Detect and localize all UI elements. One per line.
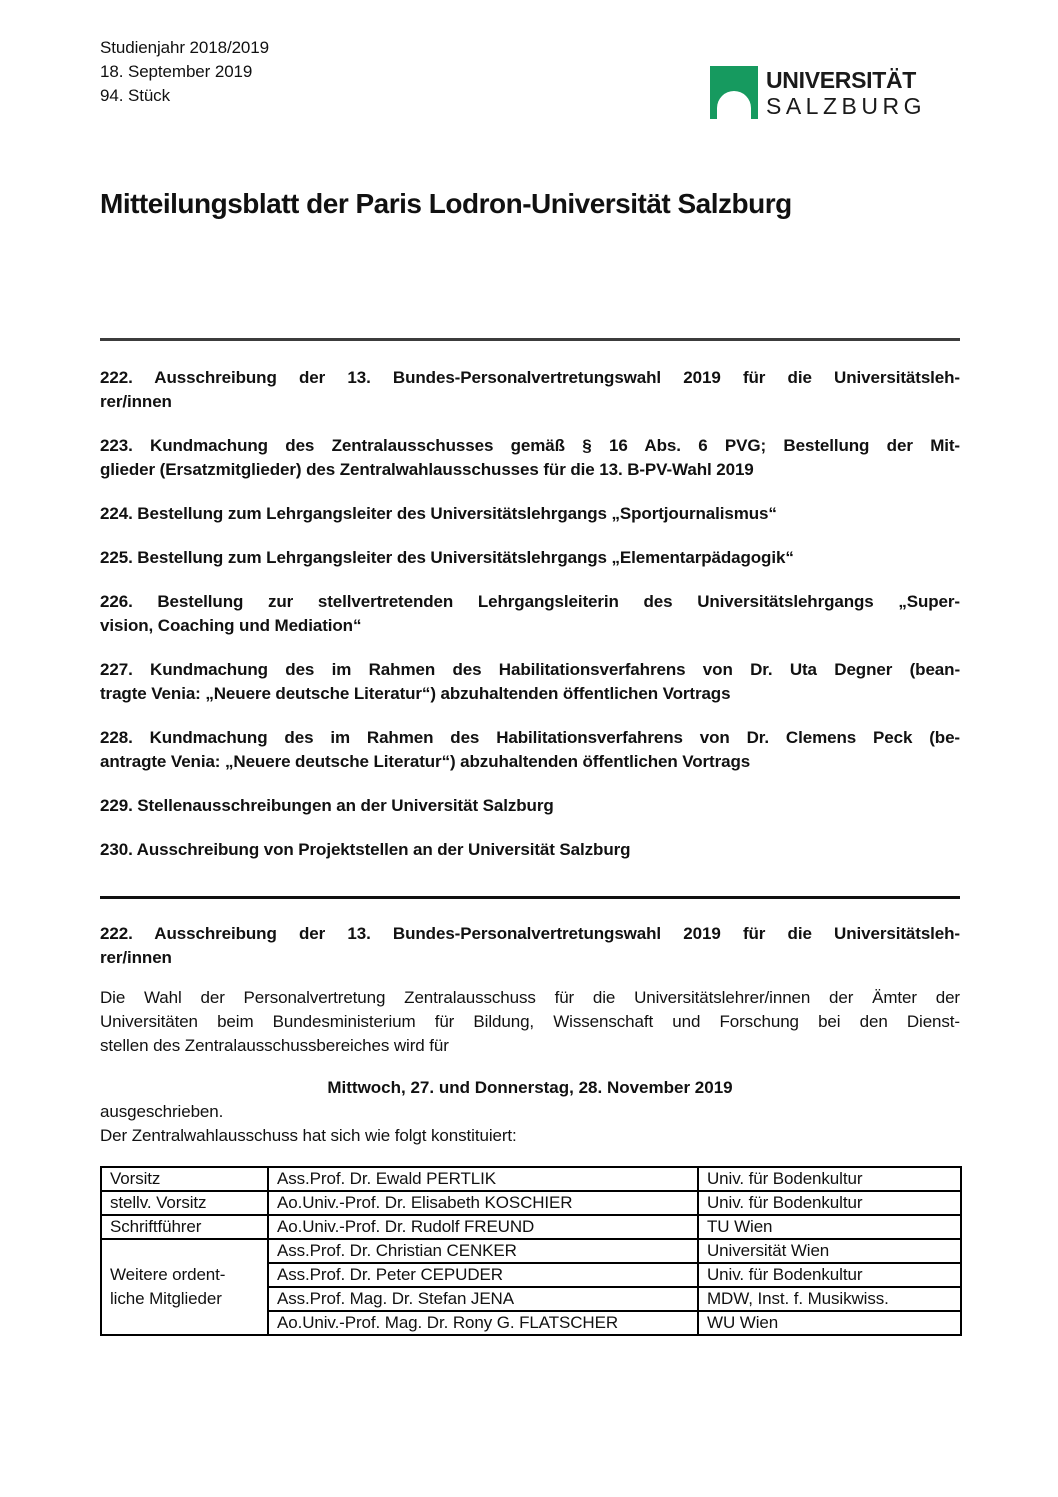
role-cell: Schriftführer bbox=[101, 1215, 268, 1239]
issue-header bbox=[100, 36, 269, 108]
table-row bbox=[101, 1191, 961, 1215]
role-line: liche Mitglieder bbox=[110, 1289, 222, 1308]
institution-cell: Univ. für Bodenkultur bbox=[698, 1191, 961, 1215]
role-cell: stellv. Vorsitz bbox=[101, 1191, 268, 1215]
toc-item-228 bbox=[100, 726, 960, 774]
role-cell: Vorsitz bbox=[101, 1167, 268, 1191]
konstituiert-line: Der Zentralwahlausschuss hat sich wie folgt konstituiert: bbox=[100, 1126, 517, 1145]
election-date-line: Mittwoch, 27. und Donnerstag, 28. November 2019 bbox=[327, 1078, 733, 1097]
toc-item-line: antragte Venia: „Neuere deutsche Literatur“) abzuhaltenden öffentlichen Vortrags bbox=[100, 752, 751, 771]
toc-item-222 bbox=[100, 366, 960, 414]
section-heading-line: rer/innen bbox=[100, 948, 172, 967]
toc-item-225 bbox=[100, 546, 960, 570]
toc-item-line: vision, Coaching und Mediation“ bbox=[100, 616, 362, 635]
name-cell: Ass.Prof. Dr. Peter CEPUDER bbox=[268, 1263, 698, 1287]
university-logo bbox=[710, 66, 926, 119]
body-line: Die Wahl der Personalvertretung Zentralausschuss für die Universitätslehrer/innen der Ämter der bbox=[100, 988, 960, 1007]
name-cell: Ao.Univ.-Prof. Dr. Rudolf FREUND bbox=[268, 1215, 698, 1239]
section-heading-line: 222. Ausschreibung der 13. Bundes-Personalvertretungswahl 2019 für die Universitätsleh- bbox=[100, 924, 960, 943]
toc-item-line: 228. Kundmachung des im Rahmen des Habilitationsverfahrens von Dr. Clemens Peck (be- bbox=[100, 728, 960, 747]
toc-item-line: 225. Bestellung zum Lehrgangsleiter des Universitätslehrgangs „Elementarpädagogik“ bbox=[100, 548, 794, 567]
toc-item-line: 230. Ausschreibung von Projektstellen an der Universität Salzburg bbox=[100, 840, 631, 859]
toc-item-226 bbox=[100, 590, 960, 638]
divider-top bbox=[100, 338, 960, 341]
section-heading bbox=[100, 922, 960, 970]
toc-item-230 bbox=[100, 838, 960, 862]
toc-item-line: tragte Venia: „Neuere deutsche Literatur“) abzuhaltenden öffentlichen Vortrags bbox=[100, 684, 731, 703]
issue-date: 18. September 2019 bbox=[100, 62, 253, 81]
toc-item-224 bbox=[100, 502, 960, 526]
toc-item-line: 226. Bestellung zur stellvertretenden Lehrgangsleiterin des Universitätslehrgangs „Super- bbox=[100, 592, 960, 611]
body-line: Universitäten beim Bundesministerium für Bildung, Wissenschaft und Forschung bei den Dienst- bbox=[100, 1012, 960, 1031]
page-title: Mitteilungsblatt der Paris Lodron-Universität Salzburg bbox=[100, 188, 792, 219]
section-222 bbox=[100, 922, 960, 1148]
name-cell: Ass.Prof. Mag. Dr. Stefan JENA bbox=[268, 1287, 698, 1311]
table-row bbox=[101, 1167, 961, 1191]
university-logo-wordmark bbox=[766, 66, 926, 119]
institution-cell: MDW, Inst. f. Musikwiss. bbox=[698, 1287, 961, 1311]
role-line: Weitere ordent- bbox=[110, 1265, 226, 1284]
name-cell: Ass.Prof. Dr. Ewald PERTLIK bbox=[268, 1167, 698, 1191]
institution-cell: Universität Wien bbox=[698, 1239, 961, 1263]
name-cell: Ass.Prof. Dr. Christian CENKER bbox=[268, 1239, 698, 1263]
table-row bbox=[101, 1239, 961, 1263]
logo-word-universitaet: UNIVERSITÄT bbox=[766, 67, 917, 93]
logo-word-salzburg: SALZBURG bbox=[766, 93, 926, 119]
issue-number: 94. Stück bbox=[100, 86, 170, 105]
committee-table bbox=[100, 1166, 960, 1336]
toc-item-line: 223. Kundmachung des Zentralausschusses gemäß § 16 Abs. 6 PVG; Bestellung der Mit- bbox=[100, 436, 960, 455]
table-row bbox=[101, 1215, 961, 1239]
section-body bbox=[100, 986, 960, 1058]
institution-cell: WU Wien bbox=[698, 1311, 961, 1335]
toc-item-line: rer/innen bbox=[100, 392, 172, 411]
institution-cell: Univ. für Bodenkultur bbox=[698, 1263, 961, 1287]
toc-item-line: 227. Kundmachung des im Rahmen des Habilitationsverfahrens von Dr. Uta Degner (bean- bbox=[100, 660, 960, 679]
name-cell: Ao.Univ.-Prof. Mag. Dr. Rony G. FLATSCHER bbox=[268, 1311, 698, 1335]
toc-item-227 bbox=[100, 658, 960, 706]
toc-item-line: 224. Bestellung zum Lehrgangsleiter des Universitätslehrgangs „Sportjournalismus“ bbox=[100, 504, 777, 523]
divider-section bbox=[100, 896, 960, 899]
ausgeschrieben-line: ausgeschrieben. bbox=[100, 1102, 224, 1121]
table-of-contents bbox=[100, 366, 960, 862]
university-logo-arch-icon bbox=[710, 66, 758, 119]
institution-cell: Univ. für Bodenkultur bbox=[698, 1167, 961, 1191]
toc-item-line: glieder (Ersatzmitglieder) des Zentralwahlausschusses für die 13. B-PV-Wahl 2019 bbox=[100, 460, 754, 479]
toc-item-line: 229. Stellenausschreibungen an der Universität Salzburg bbox=[100, 796, 554, 815]
toc-item-223 bbox=[100, 434, 960, 482]
body-line: stellen des Zentralausschussbereiches wird für bbox=[100, 1036, 449, 1055]
study-year: Studienjahr 2018/2019 bbox=[100, 38, 269, 57]
name-cell: Ao.Univ.-Prof. Dr. Elisabeth KOSCHIER bbox=[268, 1191, 698, 1215]
toc-item-line: 222. Ausschreibung der 13. Bundes-Personalvertretungswahl 2019 für die Universitätsleh- bbox=[100, 368, 960, 387]
institution-cell: TU Wien bbox=[698, 1215, 961, 1239]
toc-item-229 bbox=[100, 794, 960, 818]
role-cell-weitere-mitglieder bbox=[101, 1239, 268, 1335]
